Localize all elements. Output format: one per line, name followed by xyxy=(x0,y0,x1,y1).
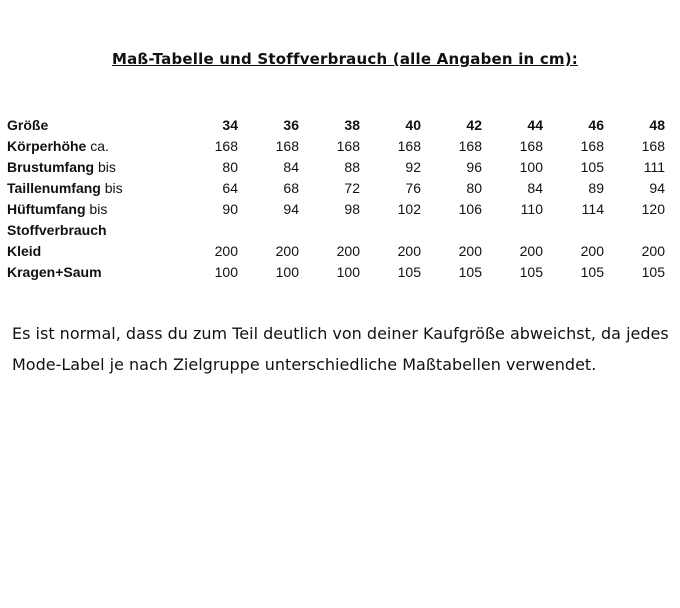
table-cell: 72 xyxy=(344,180,360,196)
table-cell: 105 xyxy=(580,159,604,175)
table-cell: 111 xyxy=(643,159,665,175)
table-cell: 80 xyxy=(466,180,482,196)
table-cell: 114 xyxy=(581,201,604,217)
row-suffix: bis xyxy=(85,201,108,217)
table-cell: 94 xyxy=(283,201,299,217)
size-38: 38 xyxy=(344,117,360,133)
table-cell: 120 xyxy=(641,201,665,217)
size-header-row xyxy=(7,115,665,136)
note-text: Es ist normal, dass du zum Teil deutlich von deiner Kaufgröße abweichst, da jedes Mode-Label je nach Zielgruppe unterschiedliche Maßtabellen verwendet. xyxy=(12,324,669,374)
table-row-kragen-saum xyxy=(7,262,665,283)
table-cell: 105 xyxy=(397,264,421,280)
table-cell xyxy=(543,220,604,241)
table-cell xyxy=(177,220,238,241)
table-cell: 200 xyxy=(580,243,604,259)
size-42: 42 xyxy=(466,117,482,133)
page-title: Maß-Tabelle und Stoffverbrauch (alle Angaben in cm): xyxy=(111,50,579,68)
table-cell: 106 xyxy=(458,201,482,217)
size-table xyxy=(7,115,665,283)
table-cell: 105 xyxy=(519,264,543,280)
table-cell: 84 xyxy=(527,180,543,196)
table-row-koerperhoehe xyxy=(7,136,665,157)
table-cell: 200 xyxy=(519,243,543,259)
table-cell: 100 xyxy=(336,264,360,280)
table-cell: 110 xyxy=(520,201,543,217)
table-cell: 98 xyxy=(344,201,360,217)
row-label: Kleid xyxy=(7,243,42,259)
table-cell: 100 xyxy=(519,159,543,175)
table-cell: 92 xyxy=(405,159,421,175)
table-cell: 168 xyxy=(397,138,421,154)
row-label: Kragen+Saum xyxy=(7,264,102,280)
size-header-label: Größe xyxy=(7,117,49,133)
table-cell: 200 xyxy=(397,243,421,259)
table-cell: 168 xyxy=(214,138,238,154)
table-cell: 168 xyxy=(580,138,604,154)
row-label: Brustumfang xyxy=(7,159,95,175)
row-suffix: bis xyxy=(100,180,123,196)
table-cell: 100 xyxy=(214,264,238,280)
table-cell: 105 xyxy=(641,264,665,280)
row-label: Taillenumfang xyxy=(7,180,101,196)
table-row-brustumfang xyxy=(7,157,665,178)
table-cell: 68 xyxy=(283,180,299,196)
table-cell: 94 xyxy=(649,180,665,196)
table-cell: 168 xyxy=(641,138,665,154)
row-label: Stoffverbrauch xyxy=(7,222,107,238)
table-cell: 200 xyxy=(458,243,482,259)
size-36: 36 xyxy=(283,117,299,133)
row-label: Hüftumfang xyxy=(7,201,86,217)
table-cell xyxy=(482,220,543,241)
table-cell: 168 xyxy=(458,138,482,154)
table-cell: 105 xyxy=(458,264,482,280)
table-row-hueftumfang xyxy=(7,199,665,220)
size-34: 34 xyxy=(222,117,238,133)
row-suffix: bis xyxy=(94,159,116,175)
row-suffix: ca. xyxy=(86,138,109,154)
table-cell: 105 xyxy=(580,264,604,280)
table-cell xyxy=(299,220,360,241)
table-cell: 102 xyxy=(397,201,421,217)
table-row-taillenumfang xyxy=(7,178,665,199)
size-44: 44 xyxy=(527,117,543,133)
size-40: 40 xyxy=(405,117,421,133)
row-label: Körperhöhe xyxy=(7,138,87,154)
table-cell: 200 xyxy=(641,243,665,259)
table-cell: 200 xyxy=(275,243,299,259)
table-cell: 200 xyxy=(336,243,360,259)
table-cell xyxy=(360,220,421,241)
table-cell: 80 xyxy=(222,159,238,175)
size-48: 48 xyxy=(649,117,665,133)
table-cell: 89 xyxy=(588,180,604,196)
table-cell: 64 xyxy=(222,180,238,196)
table-cell xyxy=(421,220,482,241)
table-cell: 90 xyxy=(222,201,238,217)
table-cell: 96 xyxy=(466,159,482,175)
table-cell: 76 xyxy=(405,180,421,196)
table-row-stoffverbrauch xyxy=(7,220,665,241)
table-cell xyxy=(238,220,299,241)
table-cell: 168 xyxy=(336,138,360,154)
size-46: 46 xyxy=(588,117,604,133)
table-cell: 88 xyxy=(344,159,360,175)
table-row-kleid xyxy=(7,241,665,262)
table-cell: 168 xyxy=(275,138,299,154)
table-cell: 168 xyxy=(519,138,543,154)
table-cell: 100 xyxy=(275,264,299,280)
table-cell: 200 xyxy=(214,243,238,259)
table-cell xyxy=(604,220,665,241)
table-cell: 84 xyxy=(283,159,299,175)
